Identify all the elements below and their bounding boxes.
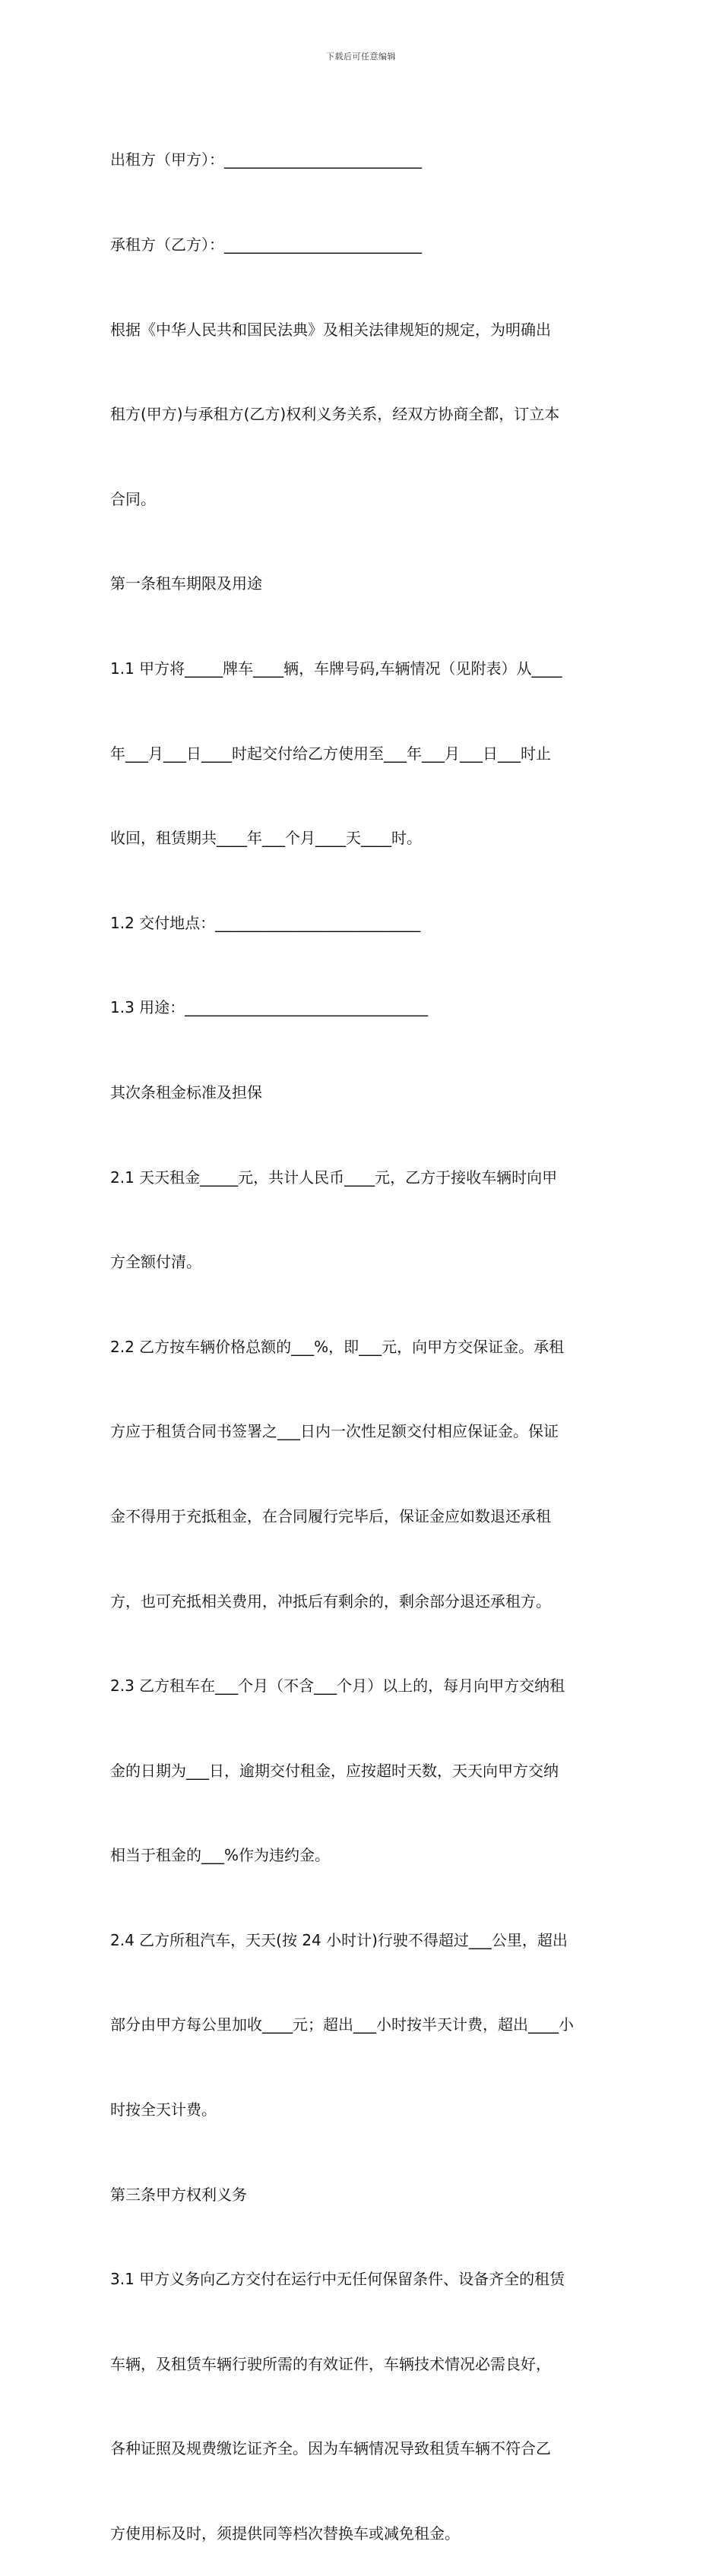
clause-line: 3.1 甲方义务向乙方交付在运行中无任何保留条件、设备齐全的租赁	[110, 2270, 565, 2289]
clause-line: 2.2 乙方按车辆价格总额的___%，即___元，向甲方交保证金。承租	[110, 1337, 565, 1356]
clause-line: 2.4 乙方所租汽车，天天(按 24 小时计)行驶不得超过___公里，超出	[110, 1930, 568, 1949]
clause-line: 相当于租金的___%作为违约金。	[110, 1846, 331, 1865]
clause-line: 2.3 乙方租车在___个月（不含___个月）以上的，每月向甲方交纳租	[110, 1677, 565, 1696]
clause-line: 1.1 甲方将_____牌车____辆，车牌号码,车辆情况（见附表）从____	[110, 659, 562, 678]
clause-line: 2.1 天天租金_____元，共计人民币____元，乙方于接收车辆时向甲	[110, 1168, 558, 1187]
page-header: 下载后可任意编辑	[326, 52, 396, 62]
party-b-line: 承租方（乙方）：__________________________	[110, 235, 422, 254]
preamble-line: 合同。	[110, 489, 156, 508]
contract-body	[110, 90, 616, 2576]
clause-line: 时按全天计费。	[110, 2100, 217, 2119]
clause-line: 部分由甲方每公里加收____元；超出___小时按半天计费，超出____小	[110, 2015, 574, 2034]
clause-line: 方使用标及时，须提供同等档次替换车或减免租金。	[110, 2524, 460, 2543]
clause-line: 1.3 用途：________________________________	[110, 998, 429, 1017]
clause-line: 收回，租赁期共____年___个月____天____时。	[110, 829, 422, 848]
clause-line: 1.2 交付地点：___________________________	[110, 913, 421, 932]
clause-line: 车辆，及租赁车辆行驶所需的有效证件，车辆技术情况必需良好，	[110, 2354, 551, 2373]
preamble-line: 根据《中华人民共和国民法典》及相关法律规矩的规定，为明确出	[110, 320, 551, 339]
clause-line: 金不得用于充抵租金，在合同履行完毕后，保证金应如数退还承租	[110, 1506, 551, 1525]
clause-line: 年___月___日____时起交付给乙方使用至___年___月___日___时止	[110, 744, 551, 763]
clause-line: 方应于租赁合同书签署之___日内一次性足额交付相应保证金。保证	[110, 1422, 559, 1441]
article-3-heading: 第三条甲方权利义务	[110, 2185, 247, 2204]
article-2-heading: 其次条租金标准及担保	[110, 1083, 262, 1102]
clause-line: 各种证照及规费缴讫证齐全。因为车辆情况导致租赁车辆不符合乙	[110, 2439, 551, 2458]
party-a-line: 出租方（甲方）：__________________________	[110, 150, 422, 169]
clause-line: 方全额付清。	[110, 1253, 201, 1272]
article-1-heading: 第一条租车期限及用途	[110, 574, 262, 593]
clause-line: 金的日期为___日，逾期交付租金，应按超时天数，天天向甲方交纳	[110, 1761, 559, 1780]
preamble-line: 租方(甲方)与承租方(乙方)权利义务关系，经双方协商全都，订立本	[110, 405, 560, 424]
clause-line: 方，也可充抵相关费用，冲抵后有剩余的，剩余部分退还承租方。	[110, 1591, 551, 1610]
